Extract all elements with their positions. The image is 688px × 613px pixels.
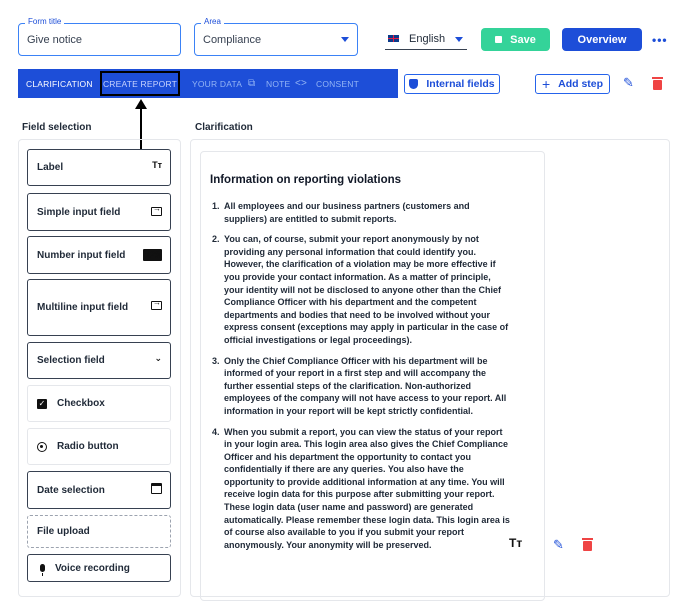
overview-button-label: Overview — [577, 33, 627, 46]
radio-icon — [37, 442, 47, 452]
text-type-icon: Tт — [152, 160, 162, 170]
save-button-label: Save — [510, 33, 536, 46]
uk-flag-icon — [388, 35, 399, 42]
more-options-icon[interactable]: ••• — [652, 33, 668, 47]
edit-block-icon[interactable]: ✎ — [553, 537, 564, 552]
list-item: 4. When you submit a report, you can view the status of your report in your login area. This login area also gives the Chief Compliance Officer and his department the opportunity to contact you confidentially if there are any queries. You also have the opportunity to provide additional information at any time. You will receive login data for this purpose after submitting your report. These login data (user name and password) are generated automatically. Please remember these login data. This login area is of course also available to you if you submit your report anonymously. Your anonymity will be preserved. — [222, 426, 510, 552]
field-item-number-input[interactable] — [27, 236, 171, 274]
area-value: Compliance — [203, 34, 262, 46]
mic-icon — [40, 564, 45, 572]
field-item-selection[interactable] — [27, 342, 171, 379]
step-tabbar — [18, 69, 398, 98]
add-step-button[interactable] — [535, 74, 610, 94]
field-item-selection-text: Selection field — [37, 355, 105, 366]
code-icon[interactable]: <> — [295, 78, 308, 89]
clarification-title: Clarification — [195, 122, 253, 133]
language-select[interactable] — [385, 28, 467, 50]
delete-block-icon[interactable] — [583, 541, 592, 551]
area-select[interactable] — [194, 17, 358, 56]
edit-step-icon[interactable]: ✎ — [623, 75, 634, 90]
number-icon: 123 — [144, 250, 160, 260]
content-list — [210, 200, 510, 559]
chevron-down-icon: ⌄ — [154, 353, 162, 363]
language-value: English — [409, 32, 446, 45]
field-item-label-text: Label — [37, 162, 64, 173]
content-card[interactable] — [200, 151, 545, 601]
list-item: 1. All employees and our business partners (customers and suppliers) are entitled to submit reports. — [222, 200, 510, 225]
external-link-icon[interactable]: ⧉ — [248, 78, 256, 89]
overview-button[interactable] — [562, 28, 642, 51]
tab-create-report[interactable]: CREATE REPORT — [100, 71, 180, 96]
field-item-voice[interactable] — [27, 554, 171, 582]
input-icon — [151, 207, 162, 216]
field-item-checkbox[interactable] — [27, 385, 171, 422]
form-title-legend: Form title — [25, 17, 64, 26]
field-item-voice-text: Voice recording — [55, 562, 130, 574]
field-item-checkbox-text: Checkbox — [57, 398, 105, 409]
area-legend: Area — [201, 17, 224, 26]
field-item-multiline-input[interactable] — [27, 279, 171, 336]
tab-consent[interactable]: CONSENT — [316, 78, 359, 89]
plus-icon: + — [541, 76, 551, 92]
field-item-number-input-text: Number input field — [37, 249, 126, 261]
list-item: 3. Only the Chief Compliance Officer with his department will be informed of your report in a first step and will accompany the further essential steps of the clarification. Non-authorized employees of the company will not have access to your report. All information in your report will be kept strictly confidential. — [222, 355, 510, 418]
tab-note[interactable]: NOTE — [266, 78, 291, 89]
field-item-simple-input-text: Simple input field — [37, 206, 121, 218]
text-type-icon: Tт — [509, 536, 523, 550]
field-selection-title: Field selection — [22, 122, 92, 133]
chevron-down-icon — [341, 37, 349, 42]
add-step-label: Add step — [558, 78, 604, 90]
field-item-multiline-input-text: Multiline input field — [37, 302, 129, 313]
field-item-file-upload-text: File upload — [37, 526, 90, 537]
save-icon — [495, 36, 502, 43]
chevron-down-icon — [455, 37, 463, 42]
calendar-icon — [151, 483, 162, 494]
delete-step-icon[interactable] — [653, 80, 662, 90]
field-item-date[interactable] — [27, 471, 171, 509]
form-title-value: Give notice — [27, 34, 83, 46]
internal-fields-label: Internal fields — [426, 78, 495, 90]
tab-your-data[interactable]: YOUR DATA — [192, 78, 243, 89]
save-button[interactable] — [481, 28, 550, 51]
tab-clarification[interactable]: CLARIFICATION — [26, 78, 93, 89]
field-item-radio-text: Radio button — [57, 441, 119, 452]
field-item-radio[interactable] — [27, 428, 171, 465]
field-item-date-text: Date selection — [37, 484, 105, 496]
field-item-simple-input[interactable] — [27, 193, 171, 231]
form-title-field[interactable] — [18, 17, 181, 56]
field-item-file-upload[interactable] — [27, 515, 171, 548]
internal-fields-button[interactable] — [404, 74, 500, 94]
shield-icon — [409, 79, 418, 89]
content-heading: Information on reporting violations — [210, 174, 402, 186]
field-item-label[interactable] — [27, 149, 171, 186]
list-item: 2. You can, of course, submit your report anonymously by not providing any personal information that could identify you. However, the clarification of a violation may be more effective if you provide your contact information. As a matter of principle, your identity will not be disclosed to anyone other than the Chief Compliance Officer with his department and the competent departments and bodies that need to be involved without your express consent (exceptions may apply in particular in the case of official investigations or legal proceedings). — [222, 233, 510, 346]
input-icon — [151, 301, 162, 310]
checkbox-icon: ✓ — [38, 399, 46, 408]
